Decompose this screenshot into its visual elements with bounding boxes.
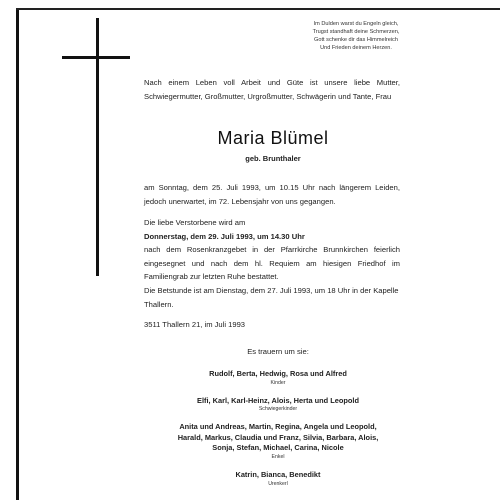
place-date: 3511 Thallern 21, im Juli 1993 (144, 320, 246, 329)
relation-label: Enkel (271, 453, 285, 460)
mourner-group-grandchildren (150, 422, 406, 461)
mourners-section (150, 346, 406, 497)
verse-line: Im Dulden warst du Engeln gleich, (313, 21, 399, 27)
mourner-names: Elfi, Karl, Karl-Heinz, Alois, Herta und Leopold (197, 395, 359, 405)
funeral-line: Die liebe Verstorbene wird am (144, 218, 246, 227)
verse-line: Und Frieden deinem Herzen. (320, 45, 392, 51)
prayer-paragraph: Die Betstunde ist am Dienstag, dem 27. Juli 1993, um 18 Uhr in der Kapelle Thallern. (144, 286, 399, 309)
border-left (16, 8, 19, 500)
mourner-names: Anita und Andreas, Martin, Regina, Angela und Leopold, (179, 422, 377, 432)
mourner-names: Rudolf, Berta, Hedwig, Rosa und Alfred (209, 369, 347, 378)
relation-label: Schwiegerkinder (258, 406, 298, 413)
deceased-name: Maria Blümel (217, 128, 329, 148)
funeral-details: nach dem Rosenkranzgebet in der Pfarrkirche Brunnkirchen feierlich eingesegnet und nach dem hl. Requiem am hiesigen Friedhof im Familiengrab zur letzten Ruhe bestattet. (144, 245, 400, 282)
funeral-paragraph (144, 216, 400, 284)
mourner-group-inlaws (150, 396, 406, 414)
memorial-verse (286, 20, 426, 52)
mourner-group-great-grandchildren (150, 470, 406, 488)
relation-label: Urenkerl (268, 480, 288, 487)
verse-line: Trugst standhaft deine Schmerzen, (312, 29, 400, 35)
maiden-name: geb. Brunthaler (245, 154, 301, 163)
death-paragraph: am Sonntag, dem 25. Juli 1993, um 10.15 Uhr nach längerem Leiden, jedoch unerwartet, im 72. Lebensjahr von uns gegangen. (144, 183, 400, 206)
mourner-group-children (150, 369, 406, 387)
mourners-intro: Es trauern um sie: (247, 347, 309, 356)
mourner-names: Harald, Markus, Claudia und Franz, Silvia, Barbara, Alois, (177, 432, 379, 442)
relation-label: Kinder (270, 379, 286, 386)
funeral-date: Donnerstag, dem 29. Juli 1993, um 14.30 Uhr (144, 231, 305, 241)
mourner-names: Katrin, Bianca, Benedikt (235, 469, 321, 479)
verse-line: Gott schenke dir das Himmelreich (314, 37, 398, 43)
mourner-names: Sonja, Stefan, Michael, Carina, Nicole (212, 443, 344, 453)
intro-text: Nach einem Leben voll Arbeit und Güte ist unsere liebe Mutter, Schwiegermutter, Großmutter, Urgroßmutter, Schwägerin und Tante, Frau (144, 78, 400, 101)
border-top (16, 8, 500, 10)
